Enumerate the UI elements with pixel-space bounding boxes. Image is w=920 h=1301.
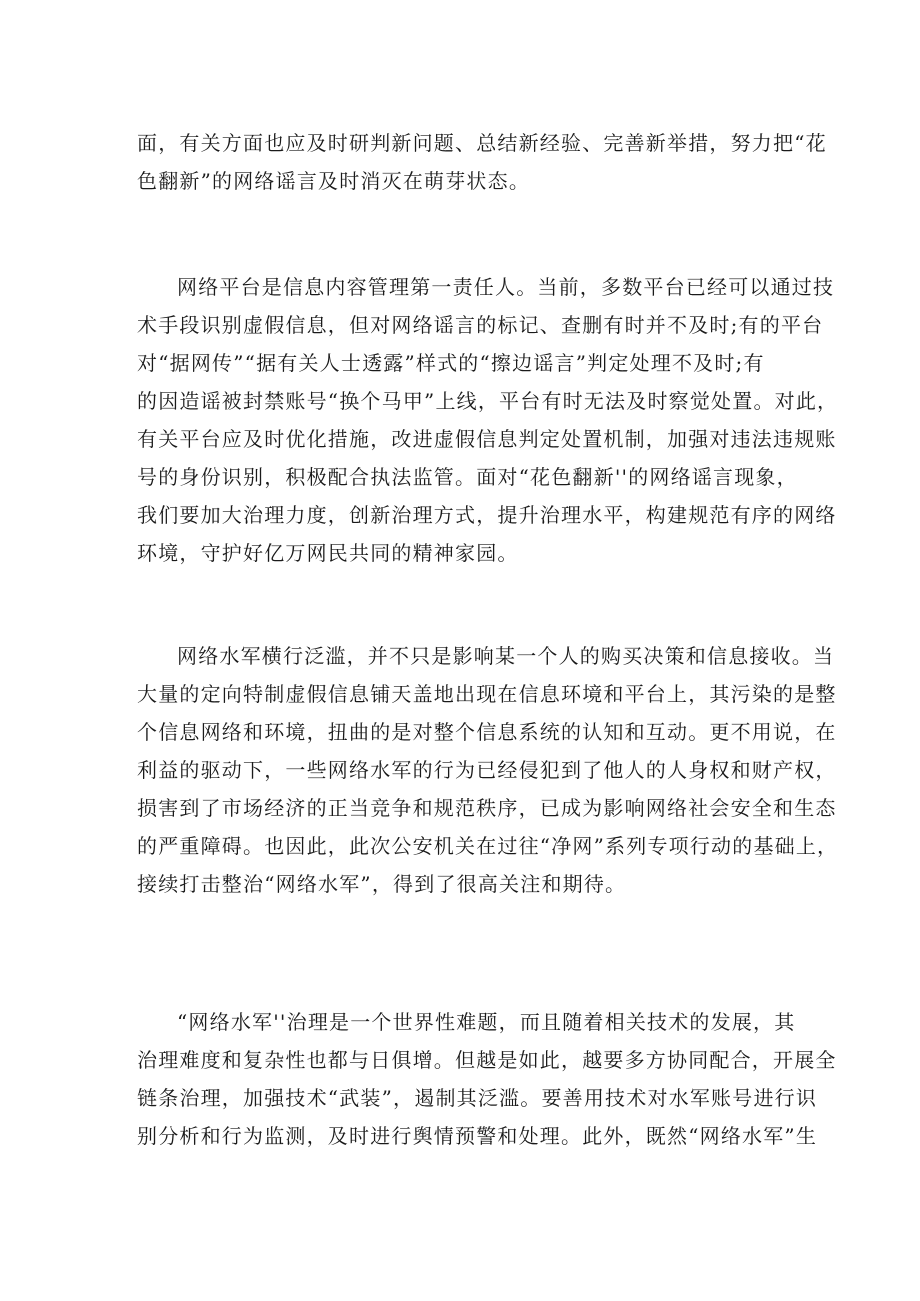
text-line: 我们要加大治理力度，创新治理方式，提升治理水平，构建规范有序的网络 — [137, 503, 837, 527]
text-line: 损害到了市场经济的正当竞争和规范秩序，已成为影响网络社会安全和生态 — [137, 796, 837, 820]
text-line: “网络水军''治理是一个世界性难题，而且随着相关技术的发展，其 — [177, 1010, 796, 1034]
text-line: 环境，守护好亿万网民共同的精神家园。 — [137, 541, 519, 565]
text-line: 色翻新”的网络谣言及时消灭在萌芽状态。 — [137, 169, 531, 193]
text-line: 号的身份识别，积极配合执法监管。面对“花色翻新''的网络谣言现象， — [137, 465, 798, 489]
paragraph-4 — [137, 1003, 837, 1155]
text-line: 个信息网络和环境，扭曲的是对整个信息系统的认知和互动。更不用说，在 — [137, 720, 837, 744]
text-line: 对“据网传”“据有关人士透露”样式的“擦边谣言”判定处理不及时;有 — [137, 351, 765, 375]
paragraph-2 — [137, 268, 839, 572]
text-line: 大量的定向特制虚假信息铺天盖地出现在信息环境和平台上，其污染的是整 — [137, 682, 837, 706]
text-line: 的严重障碍。也因此，此次公安机关在过往“净网”系列专项行动的基础上， — [137, 834, 839, 858]
text-line: 治理难度和复杂性也都与日俱增。但越是如此，越要多方协同配合，开展全 — [137, 1048, 837, 1072]
text-line: 链条治理，加强技术“武装”，遏制其泛滥。要善用技术对水军账号进行识 — [137, 1086, 818, 1110]
text-line: 有关平台应及时优化措施，改进虚假信息判定处置机制，加强对违法违规账 — [137, 427, 837, 451]
text-line: 接续打击整治“网络水军”，得到了很高关注和期待。 — [137, 872, 627, 896]
paragraph-3 — [137, 637, 839, 903]
text-line: 术手段识别虚假信息，但对网络谣言的标记、查删有时并不及时;有的平台 — [137, 313, 824, 337]
text-line: 的因造谣被封禁账号“换个马甲”上线，平台有时无法及时察觉处置。对此， — [137, 389, 839, 413]
text-line: 面，有关方面也应及时研判新问题、总结新经验、完善新举措，努力把“花 — [137, 131, 827, 155]
paragraph-1 — [137, 124, 827, 200]
text-line: 网络平台是信息内容管理第一责任人。当前，多数平台已经可以通过技 — [177, 275, 835, 299]
text-line: 别分析和行为监测，及时进行舆情预警和处理。此外，既然“网络水军”生 — [137, 1124, 818, 1148]
text-line: 网络水军横行泛滥，并不只是影响某一个人的购买决策和信息接收。当 — [177, 644, 835, 668]
text-line: 利益的驱动下，一些网络水军的行为已经侵犯到了他人的人身权和财产权， — [137, 758, 837, 782]
